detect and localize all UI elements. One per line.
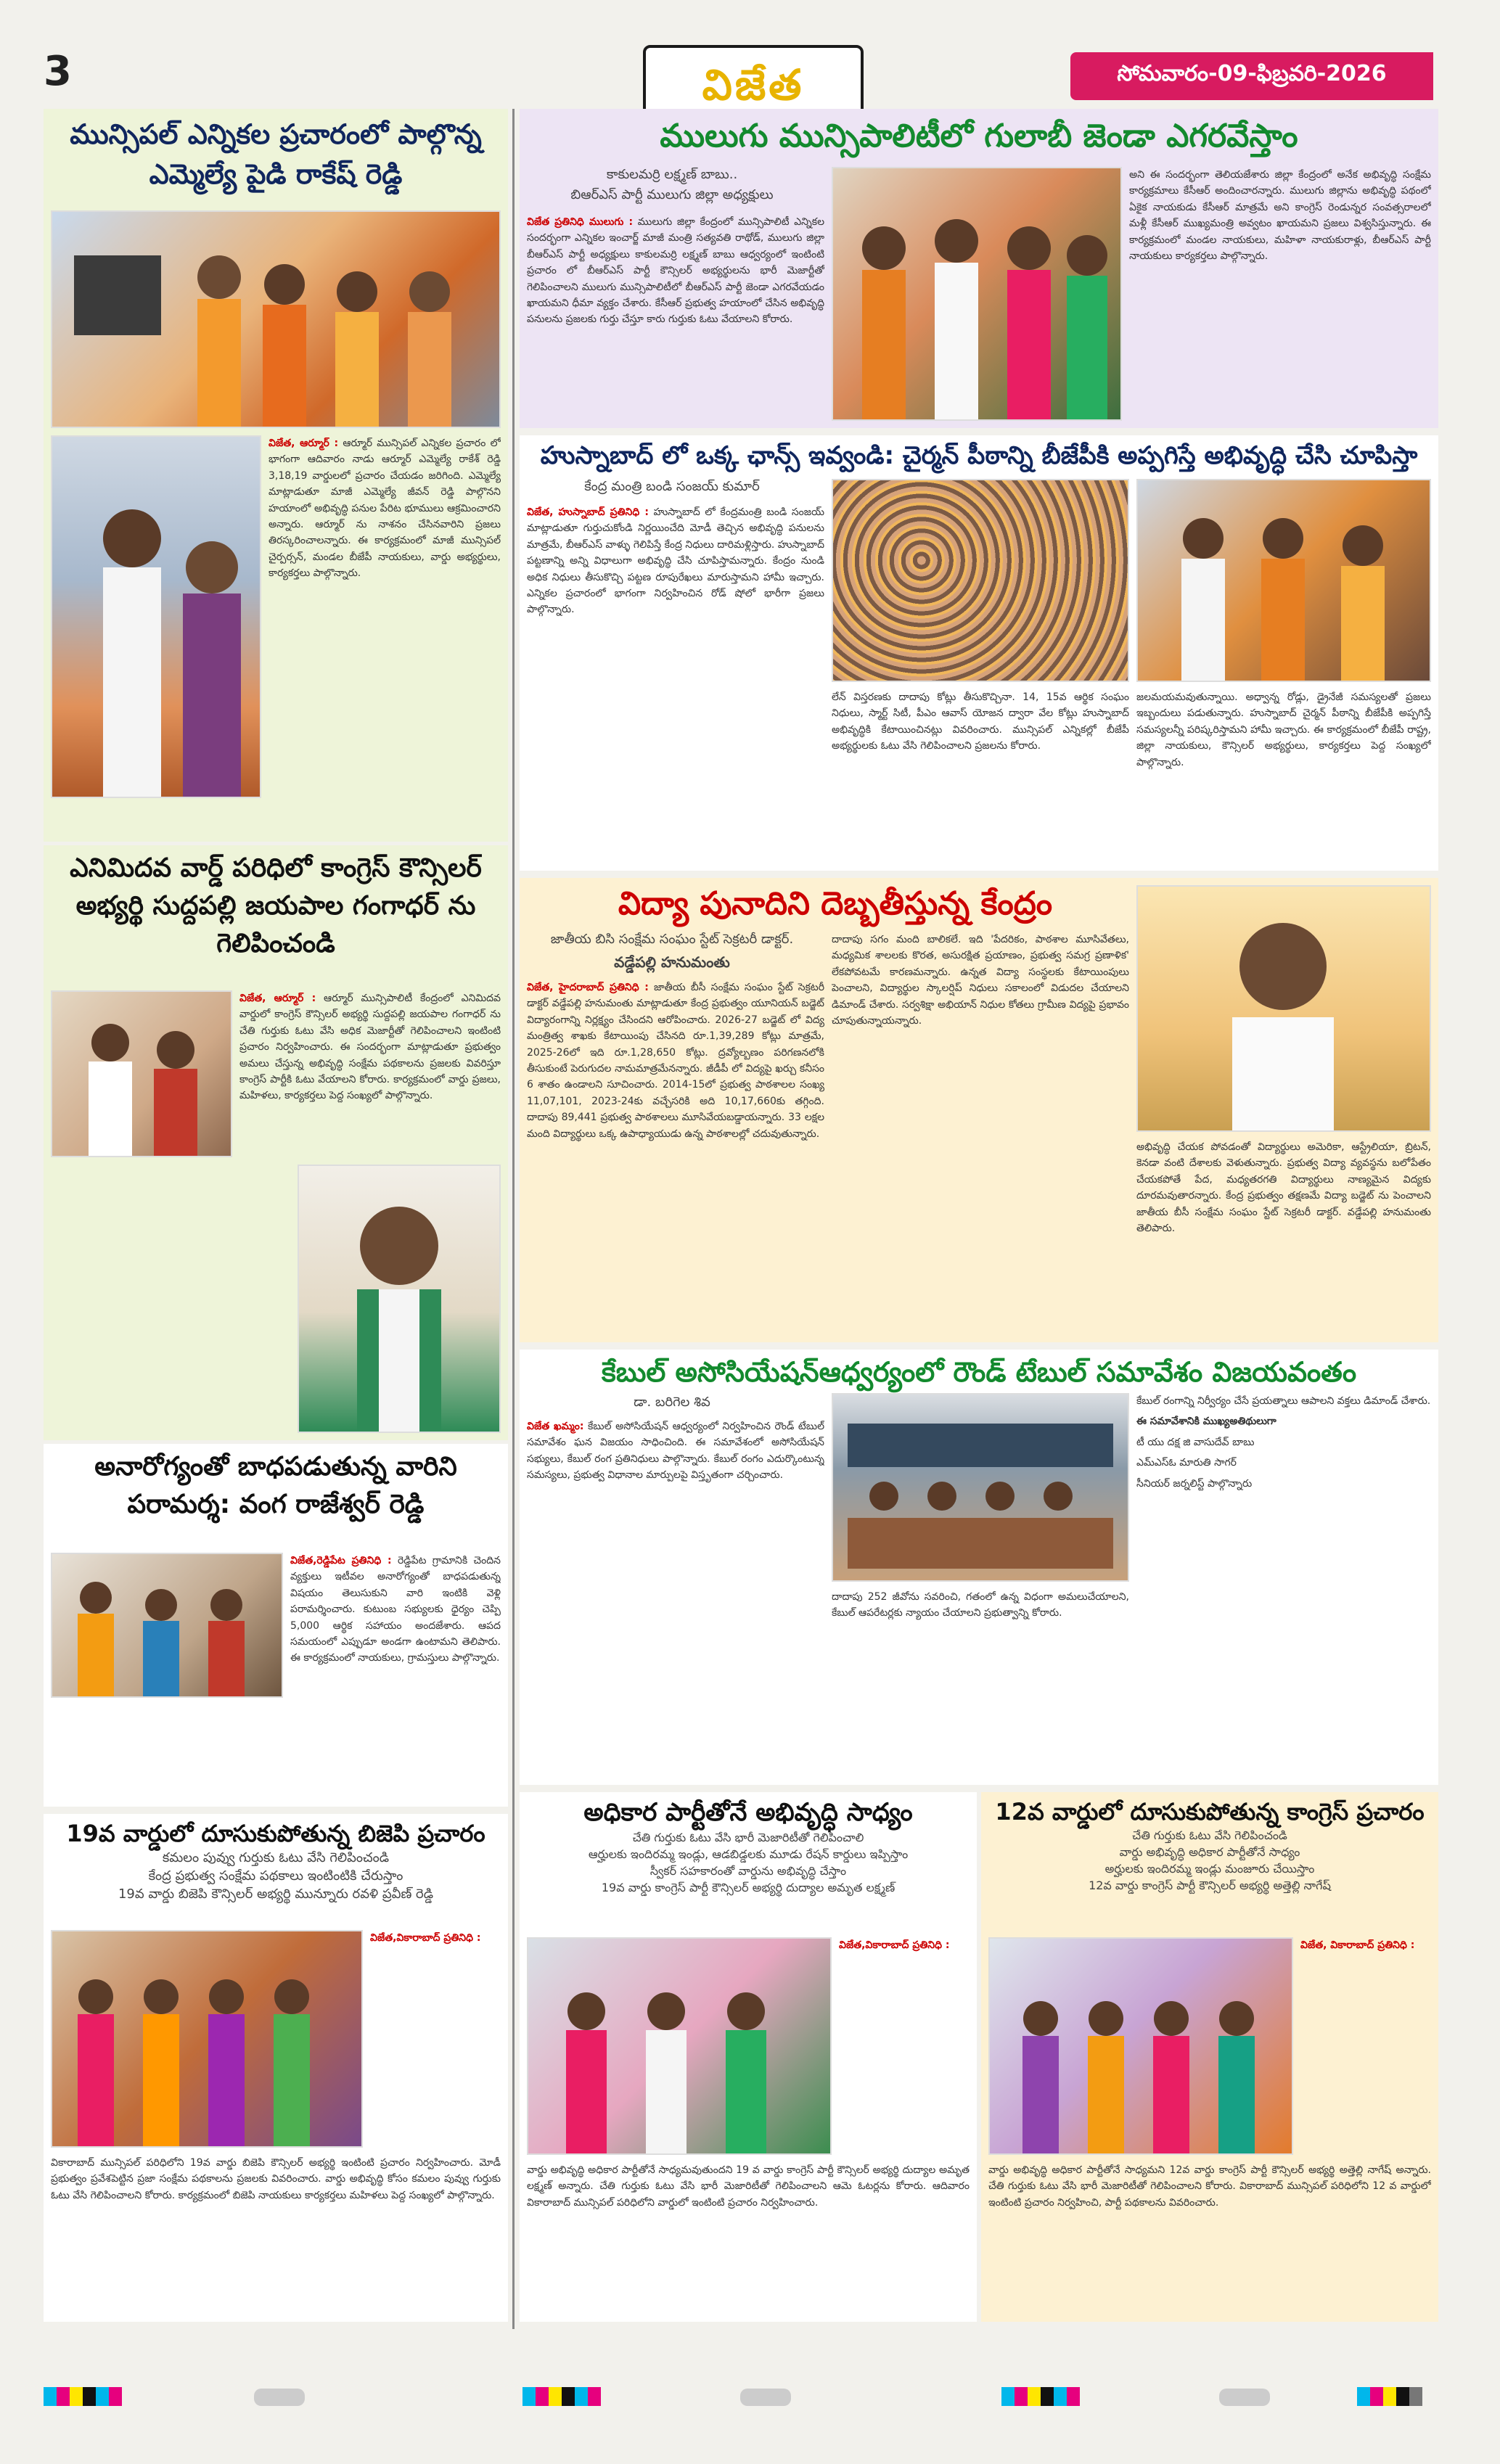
right-story-3-body-3	[1136, 1139, 1431, 1335]
visit-photo-illustration	[52, 1554, 282, 1696]
right-story-6-kicker-3: అర్హులకు ఇందిరమ్మ ఇండ్లు మంజూరు చేయిస్తాం	[1104, 1862, 1315, 1876]
right-story-1-kicker-2: బిఆర్ఎస్ పార్టీ ములుగు జిల్లా అధ్యక్షులు	[570, 187, 774, 202]
registration-pill-3	[1219, 2389, 1270, 2406]
right-story-3-body	[527, 980, 824, 1335]
right-story-2-speaker-photo	[1136, 479, 1431, 682]
left-story-2-dateline: విజేత, ఆర్మూర్ :	[239, 993, 316, 1004]
left-story-4-kicker-1: కమలం పువ్వు గుర్తుకు ఓటు వేసి గెలిపించండి	[162, 1850, 390, 1866]
right-story-3	[520, 878, 1438, 1342]
left-story-2-candidate-photo	[298, 1165, 501, 1433]
left-story-4-body	[51, 2155, 501, 2315]
right-story-5	[520, 1792, 977, 2322]
right-story-4-kicker: డా. బరిగెల శివ	[634, 1395, 710, 1410]
left-story-3-body	[290, 1553, 501, 1799]
left-story-1-photo-2	[51, 435, 261, 798]
candidate-portrait-illustration	[299, 1166, 499, 1432]
right-story-6-kicker-2: వార్డు అభివృద్ధి అధికార పార్టీతోనే సాధ్యం	[1119, 1845, 1300, 1860]
left-story-4-headline: 19వ వార్డులో దూసుకుపోతున్న బిజెపి ప్రచారం	[66, 1820, 485, 1847]
right-story-4-text: కేబుల్ అసోసియేషన్ ఆధ్వర్యంలో నిర్వహించిన రౌండ్ టేబుల్ సమావేశం ఘన విజయం సాధించింది. ఈ సమావేశంలో అసోసియేషన్ సభ్యులు, కేబుల్ రంగ ప్రతినిధులు పాల్గొన్నారు. కేబుల్ రంగం ఎదుర్కొంటున్న సమస్యలు, ప్రభుత్వ విధానాల మార్పులపై విస్తృతంగా చర్చించారు.	[527, 1421, 824, 1482]
right-story-6-dateline: విజేత, వికారాబాద్ ప్రతినిధి :	[1300, 1939, 1415, 1951]
right-story-3-headline: విద్యా పునాదిని దెబ్బతీస్తున్న కేంద్రం	[618, 885, 1053, 922]
bjp-campaign-photo-illustration	[52, 1931, 361, 2146]
right-story-6-kicker-4: 12వ వార్డు కాంగ్రెస్ పార్టీ కౌన్సిలర్ అభ్యర్థి అత్తెల్లి నాగేష్	[1089, 1878, 1331, 1893]
right-story-4-photo	[832, 1393, 1129, 1582]
right-story-5-kicker-2: ఆర్హులకు ఇందిరమ్మ ఇండ్లు, ఆడబిడ్డలకు మూడు రేషన్ కార్డులు ఇప్పిస్తాం	[588, 1847, 909, 1862]
right-story-6-body	[988, 2162, 1431, 2315]
right-story-3-text-2: దాదాపు సగం మంది బాలికలే. ఇది 'పేదరికం, పాఠశాల మూసివేతలు, మధ్యమిక శాలలకు కొరత, అసురక్షిత ప్రయాణం, ప్రభుత్వ సమగ్ర ప్రణాళిక' లేకపోవటమే కారణమన్నారు. ఉన్నత విద్యా సంస్థలకు కేటాయింపులు పెంచాలని, విద్యార్థుల స్కాలర్షిప్ నిధులు సకాలంలో విడుదల చేయాలని డిమాండ్ చేశారు. సర్వశిక్షా అభియాన్ నిధుల కోతలు గ్రామీణ విద్యపై ప్రభావం చూపుతున్నాయన్నారు.	[832, 934, 1129, 1027]
left-story-3-headline: అనారోగ్యంతో బాధపడుతున్న వారిని పరామర్శ: వంగ రాజేశ్వర్ రెడ్డి	[94, 1452, 457, 1520]
right-story-5-headline: అధికార పార్టీతోనే అభివృద్ధి సాధ్యం	[583, 1798, 913, 1827]
right-story-2-text: హుస్నాబాద్ లో కేంద్రమంత్రి బండి సంజయ్ మాట్లాడుతూ గుర్తుచుకోండి నిర్ణయించేది మోడీ తెచ్చిన అభివృద్ధి పనులను మాత్రమే, బీఆర్ఎస్ వాళ్ళు గెలిపిస్తే కేంద్ర నిధులు దారిమళ్లిస్తారు. హుస్నాబాద్ పట్టణాన్ని అన్ని విధాలుగా అభివృద్ధి చేసి చూపిస్తామన్నారు. కేంద్రం నుండి అధిక నిధులు తీసుకొచ్చి పట్టణ రూపురేఖలు మారుస్తామని హామీ ఇచ్చారు. ఎన్నికల ప్రచారంలో భాగంగా నిర్వహించిన రోడ్ షోలో భారీగా ప్రజలు పాల్గొన్నారు.	[527, 506, 824, 616]
right-story-1-kicker-1: కాకులమర్రి లక్ష్మణ్ బాబు..	[606, 167, 738, 182]
right-story-5-dateline: విజేత,వికారాబాద్ ప్రతినిధి :	[839, 1939, 950, 1951]
round-table-photo-illustration	[833, 1395, 1128, 1580]
right-story-3-portrait	[1136, 885, 1431, 1132]
right-story-6	[981, 1792, 1438, 2322]
right-story-5-photo	[527, 1937, 832, 2155]
right-story-4-dateline: విజేత ఖమ్మం:	[527, 1421, 584, 1432]
right-story-3-body-2	[832, 932, 1129, 1335]
left-story-4-dateline: విజేత,వికారాబాద్ ప్రతినిధి :	[370, 1932, 481, 1944]
right-story-5-body	[527, 2162, 970, 2315]
right-story-5-dateline-box	[839, 1937, 970, 2155]
right-story-3-kicker-2: వడ్డేపల్లి హనుమంతు	[614, 953, 730, 971]
right-story-5-kicker-4: 19వ వార్డు కాంగ్రెస్ పార్టీ కౌన్సిలర్ అభ్యర్థి దుద్యాల అమృత లక్ష్మణ్	[601, 1881, 896, 1895]
left-story-1-photo	[51, 210, 501, 428]
right-story-5-kicker-3: స్వీకర్ సహకారంతో వార్డును అభివృద్ధి చేస్తాం	[649, 1864, 847, 1878]
right-story-6-text: వార్డు అభివృద్ధి అధికార పార్టీతోనే సాధ్యమని 12వ వార్డు కాంగ్రెస్ పార్టీ కౌన్సిలర్ అభ్యర్థి అత్తెల్లి నాగేష్ అన్నారు. చేతి గుర్తుకు ఓటు వేసి భారీ మెజారిటీతో గెలిపించాలని కోరారు. వికారాబాద్ మున్సిపల్ పరిధిలోని 12 వ వార్డులో ఇంటింటి ప్రచారం నిర్వహించి, పార్టీ పథకాలను వివరించారు.	[988, 2164, 1431, 2209]
left-story-3	[44, 1444, 508, 1807]
right-story-4-text-3: కేబుల్ రంగాన్ని నిర్వీర్యం చేసే ప్రయత్నాలు ఆపాలని వక్తలు డిమాండ్ చేశారు.	[1136, 1395, 1431, 1407]
candidates-photo-illustration	[52, 992, 231, 1156]
left-story-2-body	[239, 990, 501, 1157]
right-story-2-body-3	[1136, 689, 1431, 863]
right-story-5-text: వార్డు అభివృద్ధి అధికార పార్టీతోనే సాధ్యమవుతుందని 19 వ వార్డు కాంగ్రెస్ పార్టీ కౌన్సిలర్ అభ్యర్థి దుద్యాల అమృత లక్ష్మణ్ అన్నారు. చేతి గుర్తుకు ఓటు వేసి భారీ మెజారిటీతో గెలిపించాలని ఆమె ఓటర్లను కోరారు. ఆదివారం వికారాబాద్ మున్సిపల్ పరిధిలోని వార్డులో ఇంటింటి ప్రచారం నిర్వహించారు.	[527, 2164, 970, 2209]
right-story-2-body	[527, 504, 824, 863]
right-story-4-body	[527, 1418, 824, 1778]
right-story-4-list-item: టీ యు దక్ష జి వాసుదేవ్ బాబు	[1136, 1436, 1255, 1448]
campaign-photo-illustration	[52, 212, 499, 427]
registration-pill-1	[254, 2389, 305, 2406]
right-story-2-dateline: విజేత, హుస్నాబాద్ ప్రతినిధి :	[527, 506, 649, 518]
right-story-1-text-2: అని ఈ సందర్భంగా తెలియజేశారు జిల్లా కేంద్రంలో అనేక అభివృద్ధి సంక్షేమ కార్యక్రమాలు కేసీఆర్ అందించారన్నారు. ములుగు జిల్లాను అభివృద్ధి పథంలో ఏకైక నాయకుడు కేసీఆర్ మాత్రమే అని కాంగ్రెస్ రెండున్నర సంవత్సరాలలో మళ్లీ కేసీఆర్ ముఖ్యమంత్రి అవ్వటం ఖాయమని ప్రజలు విశ్వసిస్తున్నారు. ఈ కార్యక్రమంలో మండల నాయకులు, మహిళా నాయకురాళ్లు, బీఆర్ఎస్ పార్టీ నాయకులు కార్యకర్తలు పాల్గొన్నారు.	[1129, 169, 1431, 262]
left-story-2	[44, 845, 508, 1440]
right-story-2-text-2: లేన్ విస్తరణకు దాదాపు కోట్లు తీసుకొచ్చినా. 14, 15వ ఆర్థిక సంఘం నిధులు, స్మార్ట్ సిటీ, పీఎం ఆవాస్ యోజన ద్వారా వేల కోట్లు హుస్నాబాద్ అభివృద్ధికి కేటాయించినట్లు వివరించారు. మున్సిపల్ ఎన్నికల్లో బీజేపీ అభ్యర్థులకు ఓటు వేసి గెలిపించాలని ప్రజలను కోరారు.	[832, 691, 1129, 752]
speaker-portrait-illustration	[1138, 887, 1430, 1130]
right-story-4-list-item: ఎమ్ఎస్ఓ మారుతి సాగర్	[1136, 1457, 1237, 1469]
left-story-1-text: ఆర్మూర్ మున్సిపల్ ఎన్నికల ప్రచారం లో భాగంగా ఆదివారం నాడు ఆర్మూర్ ఎమ్మెల్యే రాకేశ్ రెడ్డి 3,18,19 వార్డులలో ప్రచారం చేయడం జరిగింది. ఎమ్మెల్యే మాట్లాడుతూ మాజీ ఎమ్మెల్యే జీవన్ రెడ్డి పాల్గొనని హయాంలో అభివృద్ధి పనుల పేరిట భూములు ఆక్రమించారని అన్నారు. ఆర్మూర్ ను నాశనం చేసినవారిని ప్రజలు తిరస్కరించాలన్నారు. ఈ కార్యక్రమంలో మాజీ మున్సిపల్ చైర్పర్సన్, మండల బీజేపీ నాయకులు, వార్డు అభ్యర్థులు, కార్యకర్తలు పాల్గొన్నారు.	[269, 438, 501, 580]
right-story-1-body-2	[1129, 167, 1431, 421]
left-story-3-photo	[51, 1553, 283, 1698]
left-story-1-body	[269, 435, 501, 740]
right-story-4-list-title: ఈ సమావేశానికి ముఖ్యఅతిథులుగా	[1136, 1416, 1276, 1428]
speaker-photo-illustration	[52, 437, 260, 797]
right-story-5-kicker-1: చేతి గుర్తుకు ఓటు వేసి భారీ మెజారిటీతో గెలిపించాలి	[632, 1831, 864, 1845]
left-story-1	[44, 109, 508, 842]
left-story-4-photo	[51, 1930, 363, 2148]
brs-campaign-photo-illustration	[833, 168, 1120, 419]
right-story-1	[520, 109, 1438, 428]
column-divider	[512, 109, 515, 2329]
registration-marks-1	[44, 2387, 122, 2406]
registration-marks-2	[522, 2387, 601, 2406]
left-story-4	[44, 1814, 508, 2322]
left-story-4-kicker-3: 19వ వార్డు బిజెపి కౌన్సిలర్ అభ్యర్థి మున్నూరు రవళి ప్రవీణ్ రెడ్డి	[118, 1886, 434, 1902]
left-story-3-text: రెడ్డిపేట గ్రామానికి చెందిన వ్యక్తులు ఇటీవల అనారోగ్యంతో బాధపడుతున్న విషయం తెలుసుకుని వారి ఇంటికి వెళ్లి పరామర్శించారు. కుటుంబ సభ్యులకు ధైర్యం చెప్పి 5,000 ఆర్థిక సహాయం అందజేశారు. ఆపద సమయంలో ఎప్పుడూ అండగా ఉంటామని తెలిపారు. ఈ కార్యక్రమంలో నాయకులు, గ్రామస్తులు పాల్గొన్నారు.	[290, 1555, 501, 1664]
left-story-2-headline: ఎనిమిదవ వార్డ్ పరిధిలో కాంగ్రెస్ కౌన్సిలర్ అభ్యర్థి సుద్దపల్లి జయపాల గంగాధర్ ను గెలిపించండి	[70, 853, 482, 959]
right-story-1-photo	[832, 167, 1122, 421]
issue-date: సోమవారం-09-ఫిబ్రవరి-2026	[1070, 52, 1433, 100]
right-story-2-kicker: కేంద్ర మంత్రి బండి సంజయ్ కుమార్	[584, 479, 760, 494]
ward-12-campaign-photo-illustration	[990, 1939, 1292, 2153]
right-story-3-kicker-1: జాతీయ బిసి సంక్షేమ సంఘం స్టేట్ సెక్రటరీ డాక్టర్.	[550, 932, 794, 947]
right-story-2-crowd-photo	[832, 479, 1129, 682]
right-story-4-text-2: దాదాపు 252 జీవోను సవరించి, గతంలో ఉన్న విధంగా అమలుచేయాలని, కేబుల్ ఆపరేటర్లకు న్యాయం చేయాలని ప్రభుత్వాన్ని కోరారు.	[832, 1591, 1129, 1619]
right-story-3-dateline: విజేత, హైదరాబాద్ ప్రతినిధి :	[527, 982, 649, 993]
left-story-4-kicker-2: కేంద్ర ప్రభుత్వ సంక్షేమ పథకాలు ఇంటింటికి చేరుస్తాం	[148, 1868, 403, 1884]
right-story-4-headline: కేబుల్ అసోసియేషన్ఆధ్వర్యంలో రౌండ్ టేబుల్ సమావేశం విజయవంతం	[601, 1356, 1357, 1388]
right-story-4	[520, 1350, 1438, 1785]
left-story-4-dateline-box	[370, 1930, 501, 2148]
left-story-4-text: వికారాబాద్ మున్సిపల్ పరిధిలోని 19వ వార్డు బిజెపి కౌన్సిలర్ అభ్యర్థి ఇంటింటి ప్రచారం నిర్వహించారు. మోడీ ప్రభుత్వం ప్రవేశపెట్టిన ప్రజా సంక్షేమ పథకాలను ప్రజలకు వివరించారు. వార్డు అభివృద్ధి కోసం కమలం పువ్వు గుర్తుకు ఓటు వేసి గెలిపించాలని కోరారు. కార్యక్రమంలో బిజెపి నాయకులు కార్యకర్తలు మహిళలు పెద్ద సంఖ్యలో పాల్గొన్నారు.	[51, 2157, 501, 2201]
right-story-2	[520, 435, 1438, 871]
right-story-6-dateline-box	[1300, 1937, 1431, 2155]
right-story-6-photo	[988, 1937, 1293, 2155]
page-number: 3	[44, 48, 72, 95]
right-story-4-body-2	[832, 1589, 1129, 1778]
right-story-6-kicker-1: చేతి గుర్తుకు ఓటు వేసి గెలిపించండి	[1132, 1828, 1287, 1843]
right-story-2-body-2	[832, 689, 1129, 863]
right-story-6-headline: 12వ వార్డులో దూసుకుపోతున్న కాంగ్రెస్ ప్రచారం	[995, 1798, 1425, 1826]
congress-campaign-photo-illustration	[528, 1939, 830, 2153]
right-story-4-side	[1136, 1393, 1431, 1778]
right-story-2-text-3: జలమయమవుతున్నాయి. అధ్వాన్న రోడ్లు, డ్రైనేజీ సమస్యలతో ప్రజలు ఇబ్బందులు పడుతున్నారు. హుస్నాబాద్ చైర్మన్ పీఠాన్ని బీజేపీకి అప్పగిస్తే సమస్యలన్నీ పరిష్కరిస్తామని హామీ ఇచ్చారు. ఈ కార్యక్రమంలో బీజేపీ రాష్ట్ర, జిల్లా నాయకులు, కౌన్సిలర్ అభ్యర్థులు, కార్యకర్తలు పెద్ద సంఖ్యలో పాల్గొన్నారు.	[1136, 691, 1431, 768]
right-story-1-dateline: విజేత ప్రతినిధి ములుగు :	[527, 216, 634, 228]
right-story-4-list-item: సీనియర్ జర్నలిస్ట్ పాల్గొన్నారు	[1136, 1477, 1253, 1490]
left-story-3-dateline: విజేత,రెడ్డిపేట ప్రతినిధి :	[290, 1555, 392, 1566]
masthead-title: విజేత	[702, 59, 805, 110]
right-story-3-text-3: అభివృద్ధి చేయక పోవడంతో విద్యార్థులు అమెరికా, ఆస్ట్రేలియా, బ్రిటన్, కెనడా వంటి దేశాలకు వెళుతున్నారు. ప్రభుత్వ విద్యా వ్యవస్థను బలోపేతం చేయకపోతే పేద, మధ్యతరగతి విద్యార్థులు నాణ్యమైన విద్యకు దూరమవుతారన్నారు. కేంద్ర ప్రభుత్వం తక్షణమే విద్యా బడ్జెట్ ను పెంచాలని జాతీయ బీసీ సంక్షేమ సంఘం స్టేట్ సెక్రటరీ డాక్టర్. వడ్డేపల్లి హనుమంతు తెలిపారు.	[1136, 1141, 1431, 1234]
registration-marks-4	[1357, 2387, 1422, 2406]
left-story-1-dateline: విజేత, ఆర్మూర్ :	[269, 438, 339, 449]
left-story-2-photo	[51, 990, 232, 1157]
right-story-1-text: ములుగు జిల్లా కేంద్రంలో మున్సిపాలిటీ ఎన్నికల సందర్భంగా ఎన్నికల ఇంచార్జ్ మాజీ మంత్రి సత్యవతి రాథోడ్, ములుగు జిల్లా బీఆర్ఎస్ పార్టీ అధ్యక్షులు కాకులమర్రి లక్ష్మణ్ బాబు ఆధ్వర్యంలో ఇంటింటి ప్రచారం లో బీఆర్ఎస్ పార్టీ కౌన్సిలర్ అభ్యర్థులను భారీ మెజార్టీతో గెలిపించాలని ములుగు మున్సిపాలిటీలో బీఆర్ఎస్ పార్టీ జెండా ఎగరవేయడం ఖాయమని ధీమా వ్యక్తం చేశారు. కేసీఆర్ ప్రభుత్వ హయాంలో చేసిన అభివృద్ధి పనులను ప్రజలకు గుర్తు చేస్తూ కారు గుర్తుకు ఓటు వేయాలని కోరారు.	[527, 216, 824, 326]
right-story-3-text: జాతీయ బీసీ సంక్షేమ సంఘం స్టేట్ సెక్రటరీ డాక్టర్ వడ్డేపల్లి హనుమంతు మాట్లాడుతూ కేంద్ర ప్రభుత్వం యూనియన్ బడ్జెట్ విద్యారంగాన్ని నిర్లక్ష్యం చేసిందని ఆరోపించారు. 2026-27 బడ్జెట్ లో విద్య మంత్రిత్వ శాఖకు కేటాయింపు చేసినది రూ.1,39,289 కోట్లు మాత్రమే, 2025-26లో ఇది రూ.1,28,650 కోట్లు. ద్రవ్యోల్బణం పరిగణనలోకి తీసుకుంటే పెరుగుదల నామమాత్రమేనన్నారు. జీడీపీ లో విద్యపై ఖర్చు కనీసం 6 శాతం ఉండాలని సూచించారు. 2014-15లో ప్రభుత్వ పాఠశాలల సంఖ్య 11,07,101, 2023-24కు వచ్చేసరికి అది 10,17,660కు తగ్గింది. దాదాపు 89,441 ప్రభుత్వ పాఠశాలలు మూసివేయబడ్డాయన్నారు. 33 లక్షల మంది విద్యార్థులు ఒక్క ఉపాధ్యాయుడు ఉన్న పాఠశాలల్లో చదువుతున్నారు.	[527, 982, 824, 1140]
right-story-2-headline: హుస్నాబాద్ లో ఒక్క ఛాన్స్ ఇవ్వండి: చైర్మన్ పీఠాన్ని బీజేపీకి అప్పగిస్తే అభివృద్ధి చేసి చూపిస్తా	[540, 441, 1418, 470]
registration-pill-2	[740, 2389, 791, 2406]
right-story-1-body	[527, 214, 824, 421]
right-story-1-headline: ములుగు మున్సిపాలిటీలో గులాబీ జెండా ఎగరవేస్తాం	[660, 118, 1298, 155]
rally-speaker-illustration	[1138, 480, 1430, 681]
registration-marks-3	[1001, 2387, 1080, 2406]
left-story-1-headline: మున్సిపల్ ఎన్నికల ప్రచారంలో పాల్గొన్న ఎమ్మెల్యే పైడి రాకేష్ రెడ్డి	[70, 118, 482, 191]
left-story-2-text: ఆర్మూర్ మున్సిపాలిటీ కేంద్రంలో ఎనిమిదవ వార్డులో కాంగ్రెస్ కౌన్సిలర్ అభ్యర్థి సుద్దపల్లి జయపాల గంగాధర్ ను చేతి గుర్తుకు ఓటు వేసి అధిక మెజార్టీతో గెలిపించాలని ఇంటింటి ప్రచారం నిర్వహించారు. ఈ సందర్భంగా మాట్లాడుతూ ప్రభుత్వం అమలు చేస్తున్న అభివృద్ధి సంక్షేమ పథకాలను ప్రజలకు వివరిస్తూ కాంగ్రెస్ పార్టీకి ఓటు వేయాలని కోరారు. కార్యక్రమంలో వార్డు ప్రజలు, మహిళలు, కార్యకర్తలు పెద్ద సంఖ్యలో పాల్గొన్నారు.	[239, 993, 501, 1102]
